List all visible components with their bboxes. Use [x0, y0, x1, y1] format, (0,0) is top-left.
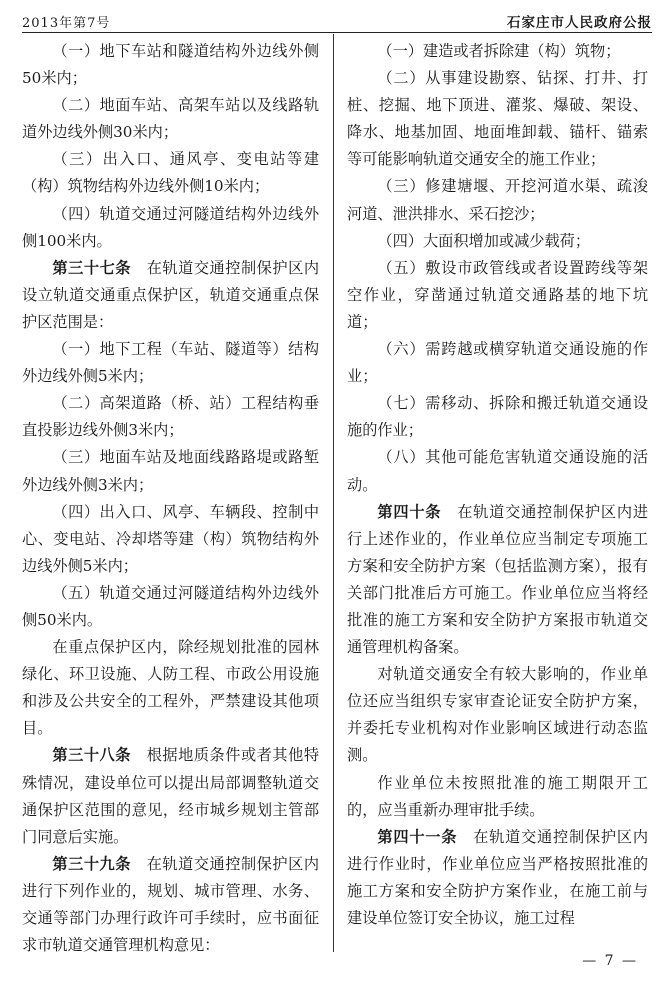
paragraph: （三）地面车站及地面线路路堤或路堑外边线外侧3米内；	[22, 448, 319, 494]
right-column	[347, 38, 648, 932]
column-divider	[333, 34, 334, 952]
paragraph: 作业单位未按照批准的施工期限开工的，应当重新办理审批手续。	[347, 773, 648, 819]
article-paragraph: 第三十九条 在轨道交通控制保护区内进行下列作业的，规划、城市管理、水务、交通等部门办理行政许可手续时，应书面征求市轨道交通管理机构意见：	[22, 854, 320, 955]
paragraph: （八）其他可能危害轨道交通设施的活动。	[347, 448, 648, 494]
paragraph: （三）修建塘堰、开挖河道水渠、疏浚河道、泄洪排水、采石挖沙；	[347, 177, 648, 223]
page-header	[22, 6, 652, 33]
article-paragraph: 第四十条 在轨道交通控制保护区内进行上述作业的，作业单位应当制定专项施工方案和安全防护方案（包括监测方案），报有关部门批准后方可施工。作业单位应当将经批准的施工方案和安全防护方案报市轨道交通管理机构备案。	[347, 502, 649, 657]
paragraph: （一）建造或者拆除建（构）筑物；	[377, 42, 621, 60]
paragraph: （一）地下车站和隧道结构外边线外侧50米内；	[22, 42, 319, 88]
paragraph: （二）从事建设勘察、钻探、打井、打桩、挖掘、地下顶进、灌浆、爆破、架设、降水、地基加固、地面堆卸载、锚杆、锚索等可能影响轨道交通安全的施工作业；	[347, 69, 648, 169]
paragraph: （三）出入口、通风亭、变电站等建（构）筑物结构外边线外侧10米内；	[22, 150, 319, 196]
paragraph: （四）轨道交通过河隧道结构外边线外侧100米内。	[22, 204, 319, 250]
paragraph: （四）大面积增加或减少载荷；	[377, 231, 591, 250]
publication-title: 石家庄市人民政府公报	[507, 15, 652, 31]
article-paragraph: 第三十八条 根据地质条件或者其他特殊情况，建设单位可以提出局部调整轨道交通保护区范围的意见，经市城乡规划主管部门同意后实施。	[22, 746, 320, 846]
article-number: 第三十七条	[52, 258, 131, 277]
issue-label: 2013年第7号	[22, 16, 111, 31]
article-number: 第四十一条	[377, 827, 458, 846]
paragraph: （五）敷设市政管线或者设置跨线等架空作业，穿凿通过轨道交通路基的地下坑道；	[347, 258, 648, 331]
article-number: 第三十八条	[52, 746, 131, 765]
paragraph: （六）需跨越或横穿轨道交通设施的作业；	[347, 340, 648, 386]
paragraph: （二）地面车站、高架车站以及线路轨道外边线外侧30米内；	[22, 96, 319, 142]
article-number: 第四十条	[377, 502, 442, 521]
article-paragraph: 第四十一条 在轨道交通控制保护区内进行作业时，作业单位应当严格按照批准的施工方案和安全防护方案作业，在施工前与建设单位签订安全协议，施工过程	[347, 827, 649, 927]
paragraph: 对轨道交通安全有较大影响的，作业单位还应当组织专家审查论证安全防护方案，并委托专业机构对作业影响区域进行动态监测。	[347, 665, 648, 765]
paragraph: （二）高架道路（桥、站）工程结构垂直投影边线外侧3米内；	[22, 394, 319, 440]
page-number: — 7 —	[582, 953, 638, 969]
paragraph: （五）轨道交通过河隧道结构外边线外侧50米内。	[22, 583, 319, 629]
paragraph: （七）需移动、拆除和搬迁轨道交通设施的作业；	[347, 394, 648, 440]
paragraph: 在重点保护区内，除经规划批准的园林绿化、环卫设施、人防工程、市政公用设施和涉及公共安全的工程外，严禁建设其他项目。	[22, 638, 319, 738]
left-column	[22, 38, 319, 959]
article-paragraph: 第三十七条 在轨道交通控制保护区内设立轨道交通重点保护区，轨道交通重点保护区范围是：	[22, 258, 320, 331]
paragraph: （一）地下工程（车站、隧道等）结构外边线外侧5米内；	[22, 340, 319, 386]
article-number: 第三十九条	[52, 854, 131, 873]
paragraph: （四）出入口、风亭、车辆段、控制中心、变电站、冷却塔等建（构）筑物结构外边线外侧5米内；	[22, 502, 319, 575]
